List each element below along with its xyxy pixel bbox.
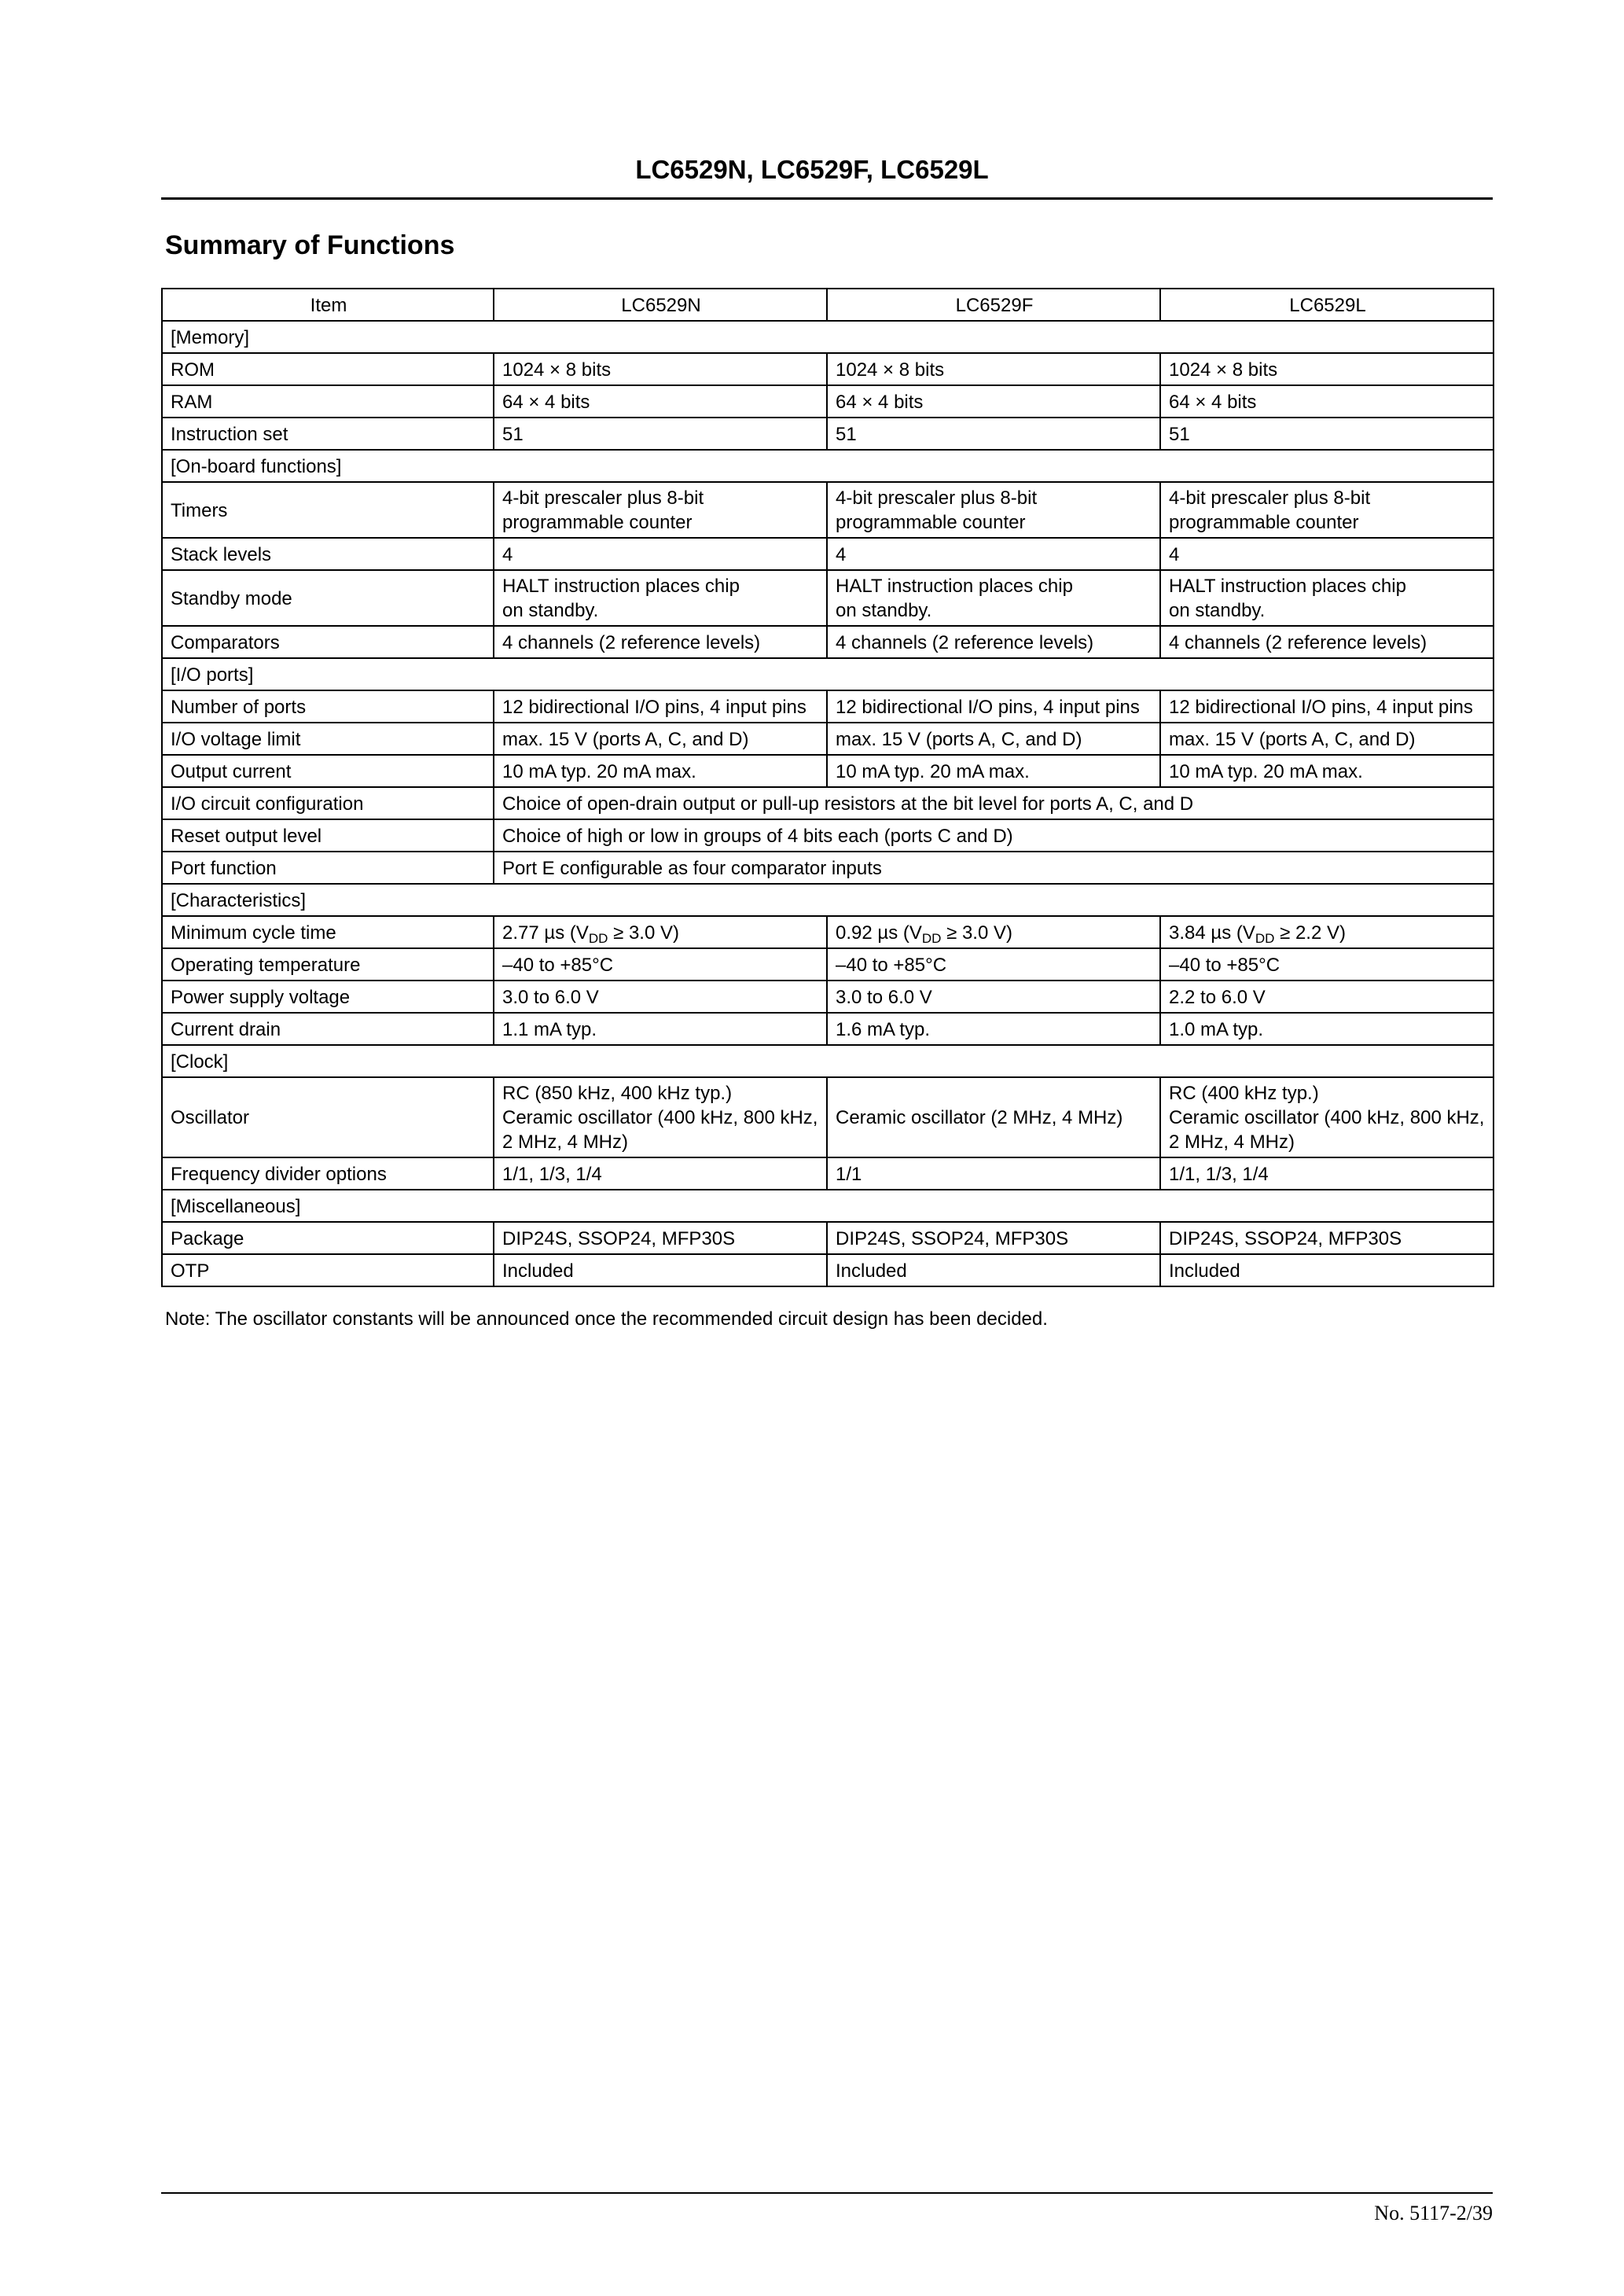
table-row [162,948,1494,981]
cell-lc6529n: 51 [494,418,827,450]
cell-all-models: Choice of high or low in groups of 4 bits each (ports C and D) [494,819,1494,852]
cell-lc6529n: 1024 × 8 bits [494,353,827,385]
cell-lc6529l: 4 channels (2 reference levels) [1160,626,1494,658]
group-row-memory [162,321,1494,353]
cell-lc6529l: –40 to +85°C [1160,948,1494,981]
row-label: Power supply voltage [162,981,494,1013]
group-label: [Miscellaneous] [162,1190,1494,1222]
group-label: [Memory] [162,321,1494,353]
row-label: Reset output level [162,819,494,852]
group-row-characteristics [162,884,1494,916]
table-row [162,482,1494,538]
table-row [162,819,1494,852]
cell-lc6529l [1160,916,1494,948]
cell-lc6529n: 64 × 4 bits [494,385,827,418]
cell-lc6529l: 1/1, 1/3, 1/4 [1160,1157,1494,1190]
cell-lc6529l: Included [1160,1254,1494,1286]
table-row [162,1254,1494,1286]
row-label: Current drain [162,1013,494,1045]
table-row [162,1157,1494,1190]
cell-lc6529l: 10 mA typ. 20 mA max. [1160,755,1494,787]
header-lc6529l: LC6529L [1160,289,1494,321]
group-row-io-ports [162,658,1494,690]
subscript: DD [588,930,608,946]
table-row [162,353,1494,385]
cell-lc6529l: 1024 × 8 bits [1160,353,1494,385]
row-label: Instruction set [162,418,494,450]
table-row [162,1013,1494,1045]
row-label: Minimum cycle time [162,916,494,948]
row-label: ROM [162,353,494,385]
cell-lc6529l: 4 [1160,538,1494,570]
summary-of-functions-table [161,288,1494,1287]
cell-lc6529f: 4 channels (2 reference levels) [827,626,1160,658]
cell-lc6529f: 64 × 4 bits [827,385,1160,418]
cell-lc6529f: 10 mA typ. 20 mA max. [827,755,1160,787]
subscript: DD [921,930,942,946]
group-label: [Characteristics] [162,884,1494,916]
cell-lc6529f: 4-bit prescaler plus 8-bit programmable counter [827,482,1160,538]
row-label: Comparators [162,626,494,658]
cell-lc6529f: HALT instruction places chip on standby. [827,570,1160,626]
cell-lc6529n: RC (850 kHz, 400 kHz typ.) Ceramic oscillator (400 kHz, 800 kHz, 2 MHz, 4 MHz) [494,1077,827,1157]
section-title: Summary of Functions [165,230,455,260]
table-row [162,916,1494,948]
table-row [162,690,1494,723]
cell-lc6529l: 4-bit prescaler plus 8-bit programmable counter [1160,482,1494,538]
table-row [162,385,1494,418]
table-row [162,755,1494,787]
footer-rule [161,2192,1493,2194]
row-label: Stack levels [162,538,494,570]
group-row-onboard [162,450,1494,482]
cell-lc6529n [494,916,827,948]
cell-lc6529l: HALT instruction places chip on standby. [1160,570,1494,626]
table-row [162,1222,1494,1254]
row-label: Oscillator [162,1077,494,1157]
cell-lc6529f: max. 15 V (ports A, C, and D) [827,723,1160,755]
cycle-condition: ≥ 3.0 V) [608,922,679,944]
row-label: Number of ports [162,690,494,723]
cell-lc6529f: 3.0 to 6.0 V [827,981,1160,1013]
group-label: [I/O ports] [162,658,1494,690]
table-row [162,1077,1494,1157]
row-label: RAM [162,385,494,418]
cell-lc6529n: 1/1, 1/3, 1/4 [494,1157,827,1190]
cell-lc6529f: 4 [827,538,1160,570]
cell-lc6529f: 12 bidirectional I/O pins, 4 input pins [827,690,1160,723]
cycle-value: 0.92 µs (V [836,922,922,944]
cell-lc6529n: Included [494,1254,827,1286]
cell-lc6529n: 4-bit prescaler plus 8-bit programmable counter [494,482,827,538]
cell-lc6529l: 1.0 mA typ. [1160,1013,1494,1045]
table-row [162,852,1494,884]
cycle-value: 2.77 µs (V [502,922,589,944]
cell-lc6529n: –40 to +85°C [494,948,827,981]
row-label: OTP [162,1254,494,1286]
cell-all-models: Choice of open-drain output or pull-up resistors at the bit level for ports A, C, and D [494,787,1494,819]
table-row [162,418,1494,450]
header-lc6529n: LC6529N [494,289,827,321]
cell-lc6529n: max. 15 V (ports A, C, and D) [494,723,827,755]
page-number: No. 5117-2/39 [1374,2202,1493,2224]
group-row-miscellaneous [162,1190,1494,1222]
document-title: LC6529N, LC6529F, LC6529L [635,155,989,184]
cell-lc6529f: 1024 × 8 bits [827,353,1160,385]
row-label: I/O circuit configuration [162,787,494,819]
table-row [162,570,1494,626]
header-rule [161,197,1493,200]
cell-lc6529f: 1/1 [827,1157,1160,1190]
cycle-condition: ≥ 3.0 V) [941,922,1012,944]
table-row [162,538,1494,570]
cell-lc6529n: DIP24S, SSOP24, MFP30S [494,1222,827,1254]
cell-lc6529n: 1.1 mA typ. [494,1013,827,1045]
cell-lc6529l: max. 15 V (ports A, C, and D) [1160,723,1494,755]
cell-lc6529n: 4 [494,538,827,570]
subscript: DD [1255,930,1275,946]
row-label: Output current [162,755,494,787]
header-item: Item [162,289,494,321]
table-header-row [162,289,1494,321]
cell-lc6529l: DIP24S, SSOP24, MFP30S [1160,1222,1494,1254]
cell-lc6529l: 2.2 to 6.0 V [1160,981,1494,1013]
cell-lc6529f: –40 to +85°C [827,948,1160,981]
group-row-clock [162,1045,1494,1077]
cell-lc6529n: 10 mA typ. 20 mA max. [494,755,827,787]
cell-lc6529l: RC (400 kHz typ.) Ceramic oscillator (400 kHz, 800 kHz, 2 MHz, 4 MHz) [1160,1077,1494,1157]
cell-lc6529f: 51 [827,418,1160,450]
cell-lc6529l: 51 [1160,418,1494,450]
cell-lc6529n: 3.0 to 6.0 V [494,981,827,1013]
table-row [162,981,1494,1013]
row-label: Operating temperature [162,948,494,981]
row-label: Package [162,1222,494,1254]
table-row [162,787,1494,819]
cell-lc6529n: HALT instruction places chip on standby. [494,570,827,626]
cell-lc6529n: 12 bidirectional I/O pins, 4 input pins [494,690,827,723]
cell-lc6529f: Ceramic oscillator (2 MHz, 4 MHz) [827,1077,1160,1157]
cycle-condition: ≥ 2.2 V) [1274,922,1346,944]
cell-lc6529f: Included [827,1254,1160,1286]
cell-lc6529f [827,916,1160,948]
table-note: Note: The oscillator constants will be announced once the recommended circuit design has been decided. [165,1308,1048,1330]
row-label: I/O voltage limit [162,723,494,755]
cell-lc6529f: 1.6 mA typ. [827,1013,1160,1045]
table-row [162,723,1494,755]
cycle-value: 3.84 µs (V [1169,922,1255,944]
row-label: Port function [162,852,494,884]
header-lc6529f: LC6529F [827,289,1160,321]
cell-lc6529l: 64 × 4 bits [1160,385,1494,418]
cell-lc6529l: 12 bidirectional I/O pins, 4 input pins [1160,690,1494,723]
row-label: Timers [162,482,494,538]
row-label: Frequency divider options [162,1157,494,1190]
group-label: [Clock] [162,1045,1494,1077]
cell-all-models: Port E configurable as four comparator inputs [494,852,1494,884]
cell-lc6529f: DIP24S, SSOP24, MFP30S [827,1222,1160,1254]
group-label: [On-board functions] [162,450,1494,482]
table-row [162,626,1494,658]
cell-lc6529n: 4 channels (2 reference levels) [494,626,827,658]
row-label: Standby mode [162,570,494,626]
